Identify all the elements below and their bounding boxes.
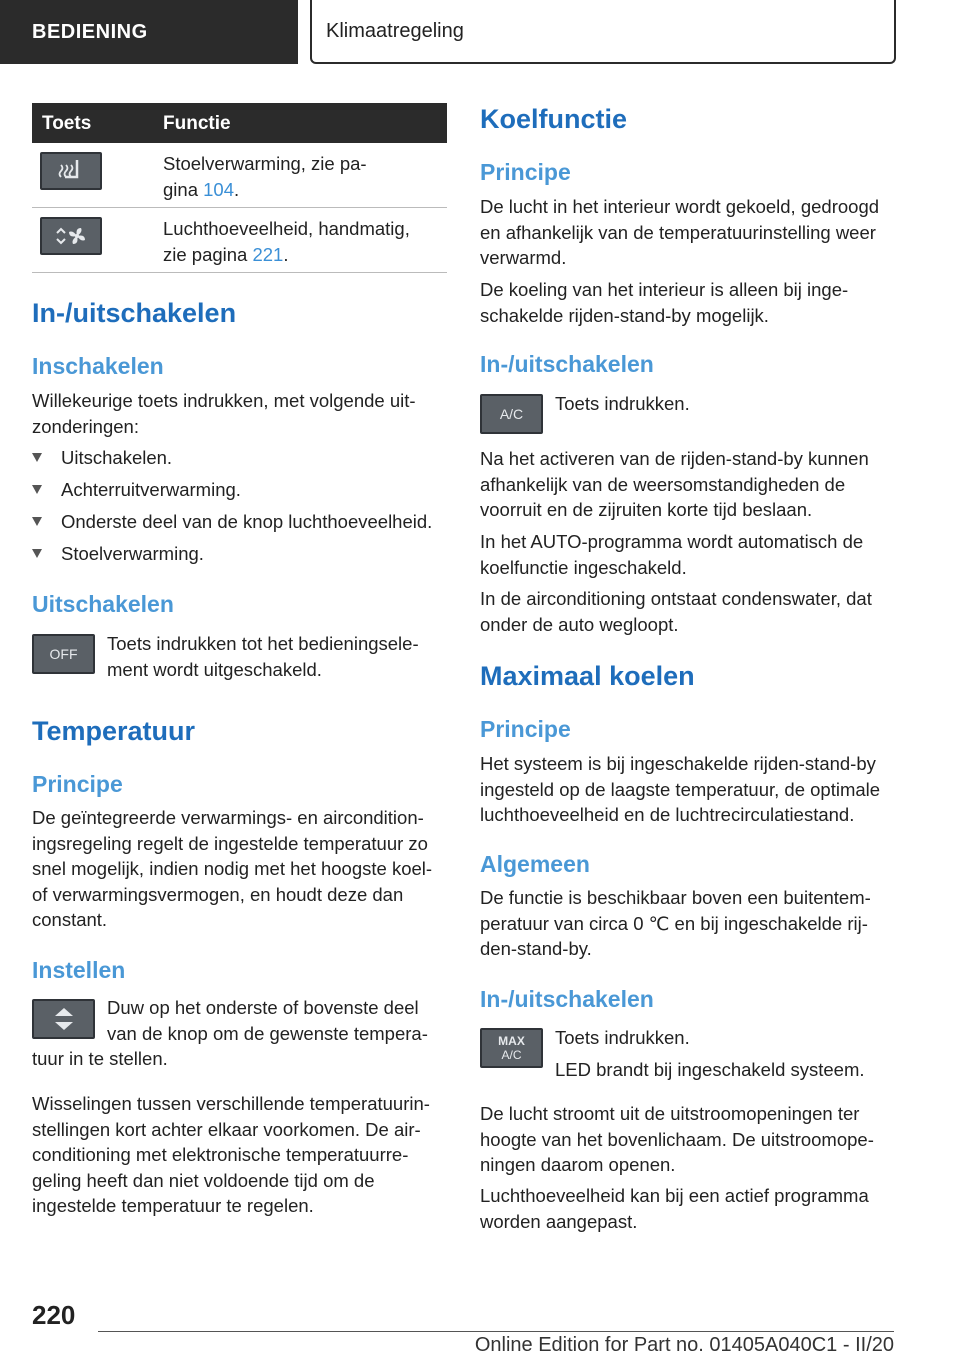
airflow-text: De lucht stroomt uit de uitstroomopeningen ter hoogte van het bovenlichaam. De uitstroomope- ningen daarom openen.: [480, 1103, 874, 1175]
section-title: BEDIENING: [0, 0, 298, 64]
heading-principle-2: Principe: [480, 716, 571, 742]
heading-principle: Principe: [480, 159, 571, 185]
col-key: Toets: [42, 113, 92, 134]
table-header: [32, 103, 447, 143]
set-text: Duw op het onderste of bovenste deel van de knop om de gewenste tempera-: [107, 997, 428, 1044]
auto-text: In het AUTO-programma wordt automatisch de koelfunctie ingeschakeld.: [480, 531, 864, 578]
page-link[interactable]: 104: [203, 179, 234, 200]
table-row: [32, 208, 447, 273]
ac-lines: Na het activeren van de rijden-stand-by kunnen afhankelijk van de weersomstandigheden de voorruit en de zijruiten korte tijd beslaan.: [480, 448, 869, 520]
led-text: LED brandt bij ingeschakeld systeem.: [555, 1059, 865, 1080]
page-link[interactable]: 221: [252, 244, 284, 265]
edition-text: Online Edition for Part no. 01405A040C1 - II/20: [474, 1334, 894, 1356]
max-ac-text: Toets indrukken.: [555, 1027, 690, 1048]
footer-divider: [98, 1331, 894, 1332]
fan-icon: [40, 217, 102, 255]
set-text-cont: tuur in te stellen.: [32, 1048, 168, 1069]
heading-on: Inschakelen: [32, 353, 164, 379]
heading-cooling: Koelfunctie: [480, 104, 628, 134]
heading-switch: In-/uitschakelen: [480, 351, 654, 377]
cool-text: De lucht in het interieur wordt gekoeld, gedroogd en afhankelijk van de temperatuurinstelling weer verwarmd.: [480, 196, 880, 268]
heading-general: Algemeen: [480, 851, 590, 877]
page-number: 220: [32, 1300, 76, 1330]
heading-switch: In-/uitschakelen: [32, 298, 237, 328]
temperature-arrows-icon: [32, 999, 95, 1039]
table-row: [32, 143, 447, 208]
change-text: Wisselingen tussen verschillende temperatuurin- stellingen kort achter elkaar voorkomen. De air- conditioning met elektronische temperatuurre- geling heeft dan niet voldoende tijd om de ingestelde temperatuur te regelen.: [32, 1093, 430, 1216]
heading-temperature: Temperatuur: [32, 716, 196, 746]
chapter-title: Klimaatregeling: [310, 0, 896, 64]
max-text: Het systeem is bij ingeschakelde rijden-stand-by ingesteld op de laagste temperatuur, de optimale luchthoeveelheid en de luchtrecirculatiestand.: [480, 753, 881, 825]
amount-text: Luchthoeveelheid kan bij een actief programma worden aangepast.: [480, 1185, 869, 1232]
row-text: Stoelverwarming, zie pa- gina 104.: [163, 153, 367, 200]
on-text: Willekeurige toets indrukken, met volgende uit- zonderingen:: [32, 390, 416, 437]
heading-off: Uitschakelen: [32, 591, 174, 617]
col-function: Functie: [163, 113, 231, 134]
heading-max-cooling: Maximaal koelen: [480, 661, 695, 691]
ac-text: Toets indrukken.: [555, 393, 690, 414]
off-text: Toets indrukken tot het bedieningsele- ment wordt uitgeschakeld.: [107, 633, 419, 680]
heading-switch-2: In-/uitschakelen: [480, 986, 654, 1012]
seat-heating-icon: [40, 152, 102, 190]
off-button-icon: OFF: [32, 634, 95, 674]
condensation-text: In de airconditioning ontstaat condenswater, dat onder de auto wegloopt.: [480, 588, 872, 635]
temp-text: De geïntegreerde verwarmings- en aircondition- ingsregeling regelt de ingestelde temperatuur zo snel mogelijk, indien nodig met het hoogste koel- of verwarmingsvermogen, en houdt deze dan constant.: [32, 807, 433, 930]
general-text: De functie is beschikbaar boven een buitentem- peratuur van circa 0 ℃ en bij ingeschakelde rij- den-stand-by.: [480, 887, 871, 959]
ac-button-icon: A/C: [480, 394, 543, 434]
max-ac-button-icon: MAX A/C: [480, 1028, 543, 1068]
heading-set: Instellen: [32, 957, 126, 983]
heading-principle: Principe: [32, 771, 123, 797]
row-text: Luchthoeveelheid, handmatig, zie pagina 221.: [163, 218, 410, 265]
cool-text-2: De koeling van het interieur is alleen bij inge- schakelde rijden-stand-by mogelijk.: [480, 279, 849, 326]
